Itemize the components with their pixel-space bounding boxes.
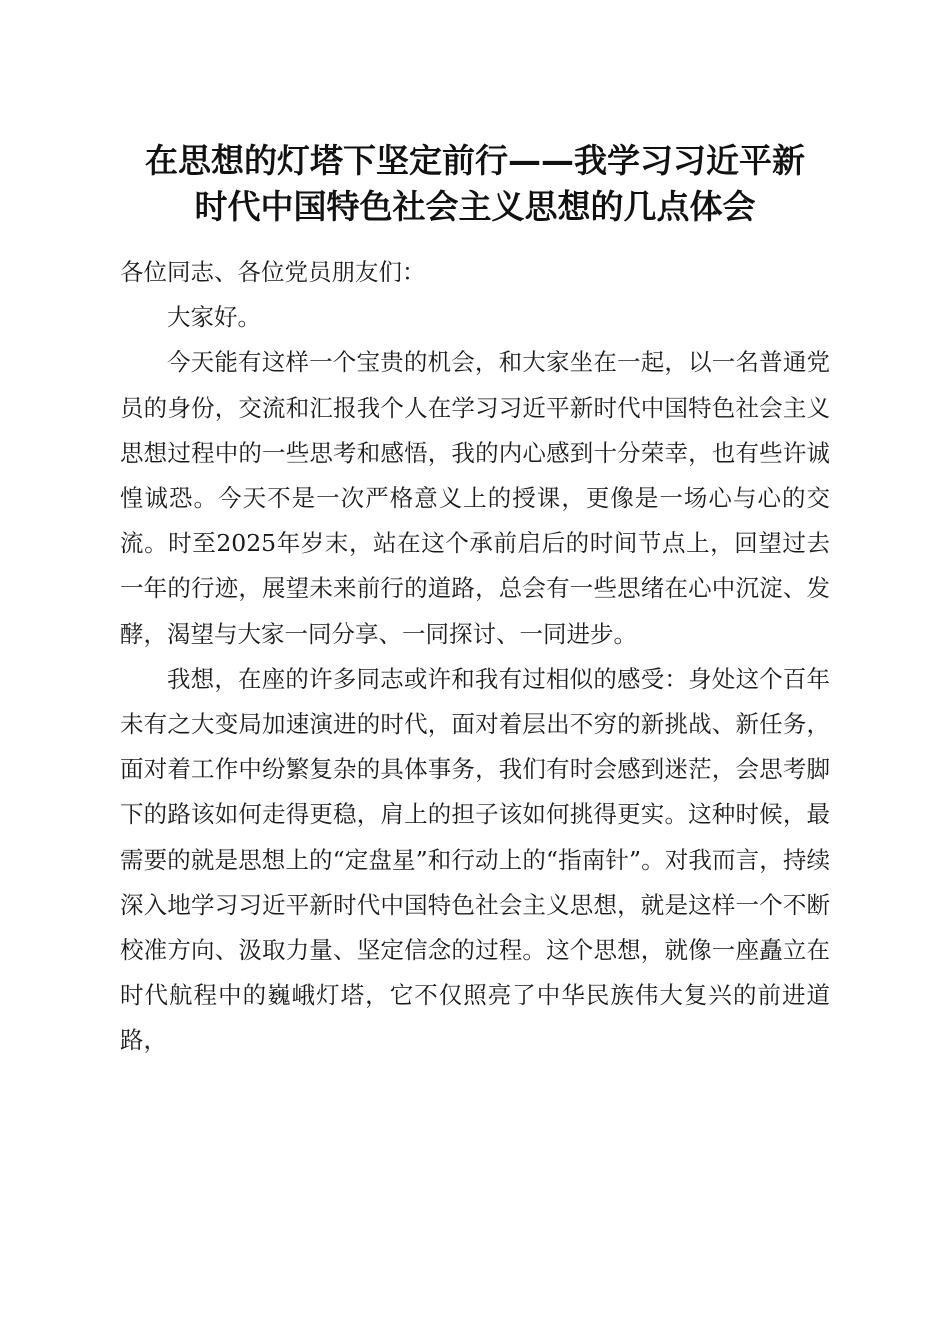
document-title (100, 138, 850, 230)
paragraph-reflection: 我想，在座的许多同志或许和我有过相似的感受：身处这个百年未有之大变局加速演进的时代，面对着层出不穷的新挑战、新任务，面对着工作中纷繁复杂的具体事务，我们有时会感到迷茫，会思考脚下的路该如何走得更稳，肩上的担子该如何挑得更实。这种时候，最需要的就是思想上的“定盘星”和行动上的“指南针”。对我而言，持续深入地学习习近平新时代中国特色社会主义思想，就是这样一个不断校准方向、汲取力量、坚定信念的过程。这个思想，就像一座矗立在时代航程中的巍峨灯塔，它不仅照亮了中华民族伟大复兴的前进道路， (120, 664, 830, 1055)
title-line-1: 在思想的灯塔下坚定前行——我学习习近平新 (145, 141, 805, 180)
paragraph-greeting: 大家好。 (167, 303, 261, 332)
document-body (120, 250, 830, 1064)
paragraph-opening: 今天能有这样一个宝贵的机会，和大家坐在一起，以一名普通党员的身份，交流和汇报我个人在学习习近平新时代中国特色社会主义思想过程中的一些思考和感悟，我的内心感到十分荣幸，也有些许诚惶诚恐。今天不是一次严格意义上的授课，更像是一场心与心的交流。时至2025年岁末，站在这个承前启后的时间节点上，回望过去一年的行迹，展望未来前行的道路，总会有一些思绪在心中沉淀、发酵，渴望与大家一同分享、一同探讨、一同进步。 (120, 348, 830, 648)
title-line-2: 时代中国特色社会主义思想的几点体会 (194, 187, 756, 226)
salutation: 各位同志、各位党员朋友们： (120, 258, 426, 286)
